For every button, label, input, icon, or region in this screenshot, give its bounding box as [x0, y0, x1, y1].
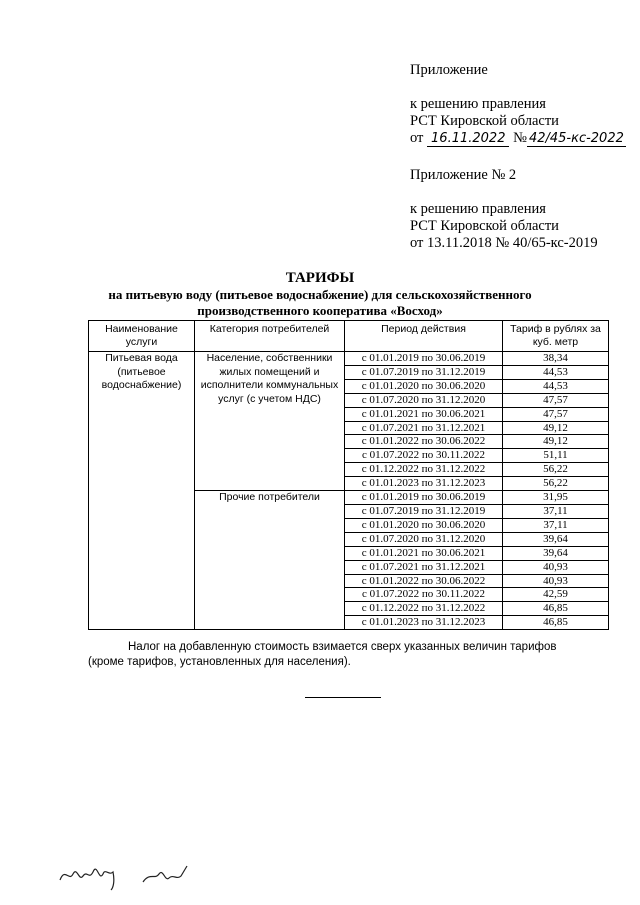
category-cell: Население, собственники жилых помещений и исполнители коммунальных услуг (с учетом НДС): [195, 352, 345, 491]
tariff-cell: 46,85: [503, 602, 609, 616]
period-cell: с 01.01.2023 по 31.12.2023: [345, 477, 503, 491]
tax-note: [88, 640, 598, 670]
period-cell: с 01.07.2022 по 30.11.2022: [345, 588, 503, 602]
period-cell: с 01.01.2022 по 30.06.2022: [345, 574, 503, 588]
header-tariff: Тариф в рублях за куб. метр: [503, 321, 609, 352]
period-cell: с 01.07.2019 по 31.12.2019: [345, 365, 503, 379]
tariff-cell: 47,57: [503, 407, 609, 421]
handwritten-number: 42/45-кс-2022: [528, 131, 624, 146]
period-cell: с 01.07.2019 по 31.12.2019: [345, 504, 503, 518]
tariff-table: [88, 320, 609, 630]
tariff-cell: 42,59: [503, 588, 609, 602]
decision-date-line: от 16.11.2022 № 42/45-кс-2022: [410, 130, 624, 146]
period-cell: с 01.07.2020 по 31.12.2020: [345, 393, 503, 407]
tariff-cell: 44,53: [503, 365, 609, 379]
tariff-cell: 44,53: [503, 379, 609, 393]
period-cell: с 01.01.2019 по 30.06.2019: [345, 352, 503, 366]
title-line-2: производственного кооператива «Восход»: [197, 303, 443, 318]
period-cell: с 01.01.2019 по 30.06.2019: [345, 491, 503, 505]
tariff-cell: 40,93: [503, 574, 609, 588]
table-row: [89, 352, 609, 366]
header-category: Категория потребителей: [195, 321, 345, 352]
title-line-1: на питьевую воду (питьевое водоснабжение) для сельскохозяйственного: [108, 287, 532, 302]
tariff-cell: 51,11: [503, 449, 609, 463]
period-cell: с 01.07.2020 по 31.12.2020: [345, 532, 503, 546]
tariff-cell: 39,64: [503, 546, 609, 560]
document-title: ТАРИФЫ: [285, 270, 355, 286]
tariff-cell: 37,11: [503, 504, 609, 518]
tariff-cell: 40,93: [503, 560, 609, 574]
separator-rule: [305, 697, 381, 698]
tariff-cell: 56,22: [503, 463, 609, 477]
tariff-cell: 49,12: [503, 421, 609, 435]
period-cell: с 01.01.2020 по 30.06.2020: [345, 379, 503, 393]
period-cell: с 01.01.2021 по 30.06.2021: [345, 407, 503, 421]
tariff-cell: 31,95: [503, 491, 609, 505]
period-cell: с 01.12.2022 по 31.12.2022: [345, 463, 503, 477]
period-cell: с 01.01.2021 по 30.06.2021: [345, 546, 503, 560]
header-service: Наименование услуги: [89, 321, 195, 352]
appendix-header: [410, 62, 626, 147]
period-cell: с 01.12.2022 по 31.12.2022: [345, 602, 503, 616]
appendix2-label: Приложение № 2: [410, 167, 517, 183]
header-period: Период действия: [345, 321, 503, 352]
period-cell: с 01.01.2022 по 30.06.2022: [345, 435, 503, 449]
org2-label: РСТ Кировской области: [410, 218, 559, 234]
tariff-cell: 39,64: [503, 532, 609, 546]
appendix-label: Приложение: [410, 62, 488, 78]
handwritten-date: 16.11.2022: [427, 131, 509, 147]
period-cell: с 01.07.2021 по 31.12.2021: [345, 421, 503, 435]
tariff-cell: 38,34: [503, 352, 609, 366]
tax-note-line-1: Налог на добавленную стоимость взимается сверх указанных величин тарифов: [128, 641, 557, 653]
appendix2-header: [410, 167, 598, 252]
tariff-cell: 46,85: [503, 616, 609, 630]
tariff-cell: 56,22: [503, 477, 609, 491]
period-cell: с 01.07.2022 по 30.11.2022: [345, 449, 503, 463]
org-label: РСТ Кировской области: [410, 113, 559, 129]
tariff-cell: 37,11: [503, 518, 609, 532]
period-cell: с 01.01.2020 по 30.06.2020: [345, 518, 503, 532]
tariff-cell: 49,12: [503, 435, 609, 449]
table-body: [89, 352, 609, 630]
period-cell: с 01.07.2021 по 31.12.2021: [345, 560, 503, 574]
period-cell: с 01.01.2023 по 31.12.2023: [345, 616, 503, 630]
service-name-cell: Питьевая вода (питьевое водоснабжение): [89, 352, 195, 630]
decision-label: к решению правления: [410, 96, 546, 112]
category-cell: Прочие потребители: [195, 491, 345, 630]
tax-note-line-2: (кроме тарифов, установленных для населения).: [88, 656, 351, 668]
decision2-date-line: от 13.11.2018 № 40/65-кс-2019: [410, 235, 598, 251]
signature: [55, 852, 225, 892]
decision2-label: к решению правления: [410, 201, 546, 217]
tariff-cell: 47,57: [503, 393, 609, 407]
